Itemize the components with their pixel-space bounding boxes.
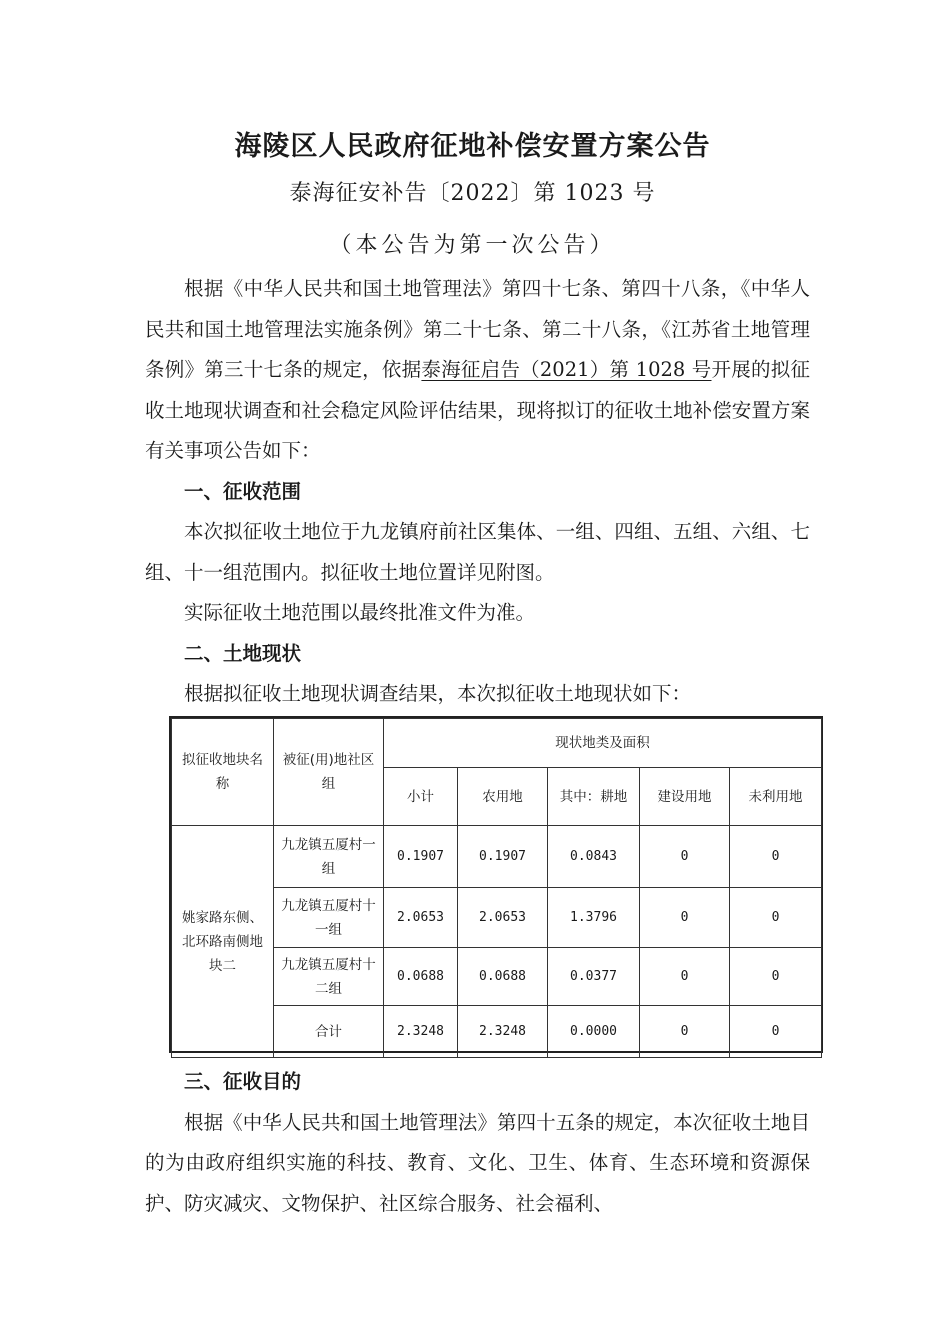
- cultivated-cell: 0.0377: [548, 948, 640, 1006]
- land-status-table: [169, 716, 823, 1053]
- total-cultivated-cell: 0.0000: [548, 1006, 640, 1058]
- intro-text-1: 根据《中华人民共和国土地管理法》第四十七条、第四十八条，《中华人民共和国土地管理法实施条例》第二十七条、第二十八条，《江苏省土地管理条例》第三十七条的规定，依据: [145, 277, 810, 381]
- total-construction-cell: 0: [640, 1006, 730, 1058]
- scope-paragraph-1: 本次拟征收土地位于九龙镇府前社区集体、一组、四组、五组、六组、七组、十一组范围内。拟征收土地位置详见附图。: [145, 520, 810, 584]
- header-parcel-name: 拟征收地块名称: [172, 719, 274, 826]
- section-heading-scope: 一、征收范围: [184, 479, 302, 503]
- total-agricultural-cell: 2.3248: [458, 1006, 548, 1058]
- section-heading-status: 二、土地现状: [184, 641, 302, 665]
- document-number: 泰海征安补告〔2022〕第 1023 号: [289, 181, 656, 206]
- total-unused-cell: 0: [730, 1006, 822, 1058]
- status-paragraph: 根据拟征收土地现状调查结果，本次拟征收土地现状如下：: [184, 682, 692, 705]
- total-subtotal-cell: 2.3248: [384, 1006, 458, 1058]
- purpose-paragraph: 根据《中华人民共和国土地管理法》第四十五条的规定，本次征收土地目的为由政府组织实施的科技、教育、文化、卫生、体育、生态环境和资源保护、防灾减灾、文物保护、社区综合服务、社会福利、: [145, 1110, 810, 1215]
- notice-order: （本公告为第一次公告）: [329, 233, 616, 258]
- header-community-group: 被征(用)地社区组: [274, 719, 384, 826]
- unused-cell: 0: [730, 826, 822, 888]
- intro-text-2: 开展的拟征收土地现状调查和社会稳定风险评估结果，现将拟订的征收土地补偿安置方案有关事项公告如下：: [145, 358, 810, 462]
- document-title: 海陵区人民政府征地补偿安置方案公告: [234, 131, 711, 162]
- construction-cell: 0: [640, 826, 730, 888]
- intro-paragraph: [145, 269, 810, 472]
- header-cultivated: 其中：耕地: [548, 768, 640, 826]
- reference-link: 泰海征启告（2021）第 1028 号: [421, 358, 712, 381]
- group-cell: 九龙镇五厦村十一组: [274, 888, 384, 948]
- cultivated-cell: 0.0843: [548, 826, 640, 888]
- header-unused: 未利用地: [730, 768, 822, 826]
- header-construction: 建设用地: [640, 768, 730, 826]
- subtotal-cell: 0.1907: [384, 826, 458, 888]
- subtotal-cell: 2.0653: [384, 888, 458, 948]
- total-label-cell: 合计: [274, 1006, 384, 1058]
- group-cell: 九龙镇五厦村十二组: [274, 948, 384, 1006]
- parcel-name-cell: 姚家路东侧、北环路南侧地块二: [172, 826, 274, 1058]
- unused-cell: 0: [730, 948, 822, 1006]
- table-row: [172, 826, 822, 888]
- purpose-section: [145, 1062, 810, 1224]
- construction-cell: 0: [640, 948, 730, 1006]
- section-heading-purpose: 三、征收目的: [184, 1070, 302, 1093]
- cultivated-cell: 1.3796: [548, 888, 640, 948]
- subtotal-cell: 0.0688: [384, 948, 458, 1006]
- header-agricultural: 农用地: [458, 768, 548, 826]
- agricultural-cell: 0.0688: [458, 948, 548, 1006]
- scope-paragraph-2: 实际征收土地范围以最终批准文件为准。: [184, 601, 536, 624]
- group-cell: 九龙镇五厦村一组: [274, 826, 384, 888]
- unused-cell: 0: [730, 888, 822, 948]
- agricultural-cell: 2.0653: [458, 888, 548, 948]
- agricultural-cell: 0.1907: [458, 826, 548, 888]
- header-subtotal: 小计: [384, 768, 458, 826]
- construction-cell: 0: [640, 888, 730, 948]
- header-land-type-area: 现状地类及面积: [384, 719, 822, 768]
- intro-section: [145, 269, 810, 715]
